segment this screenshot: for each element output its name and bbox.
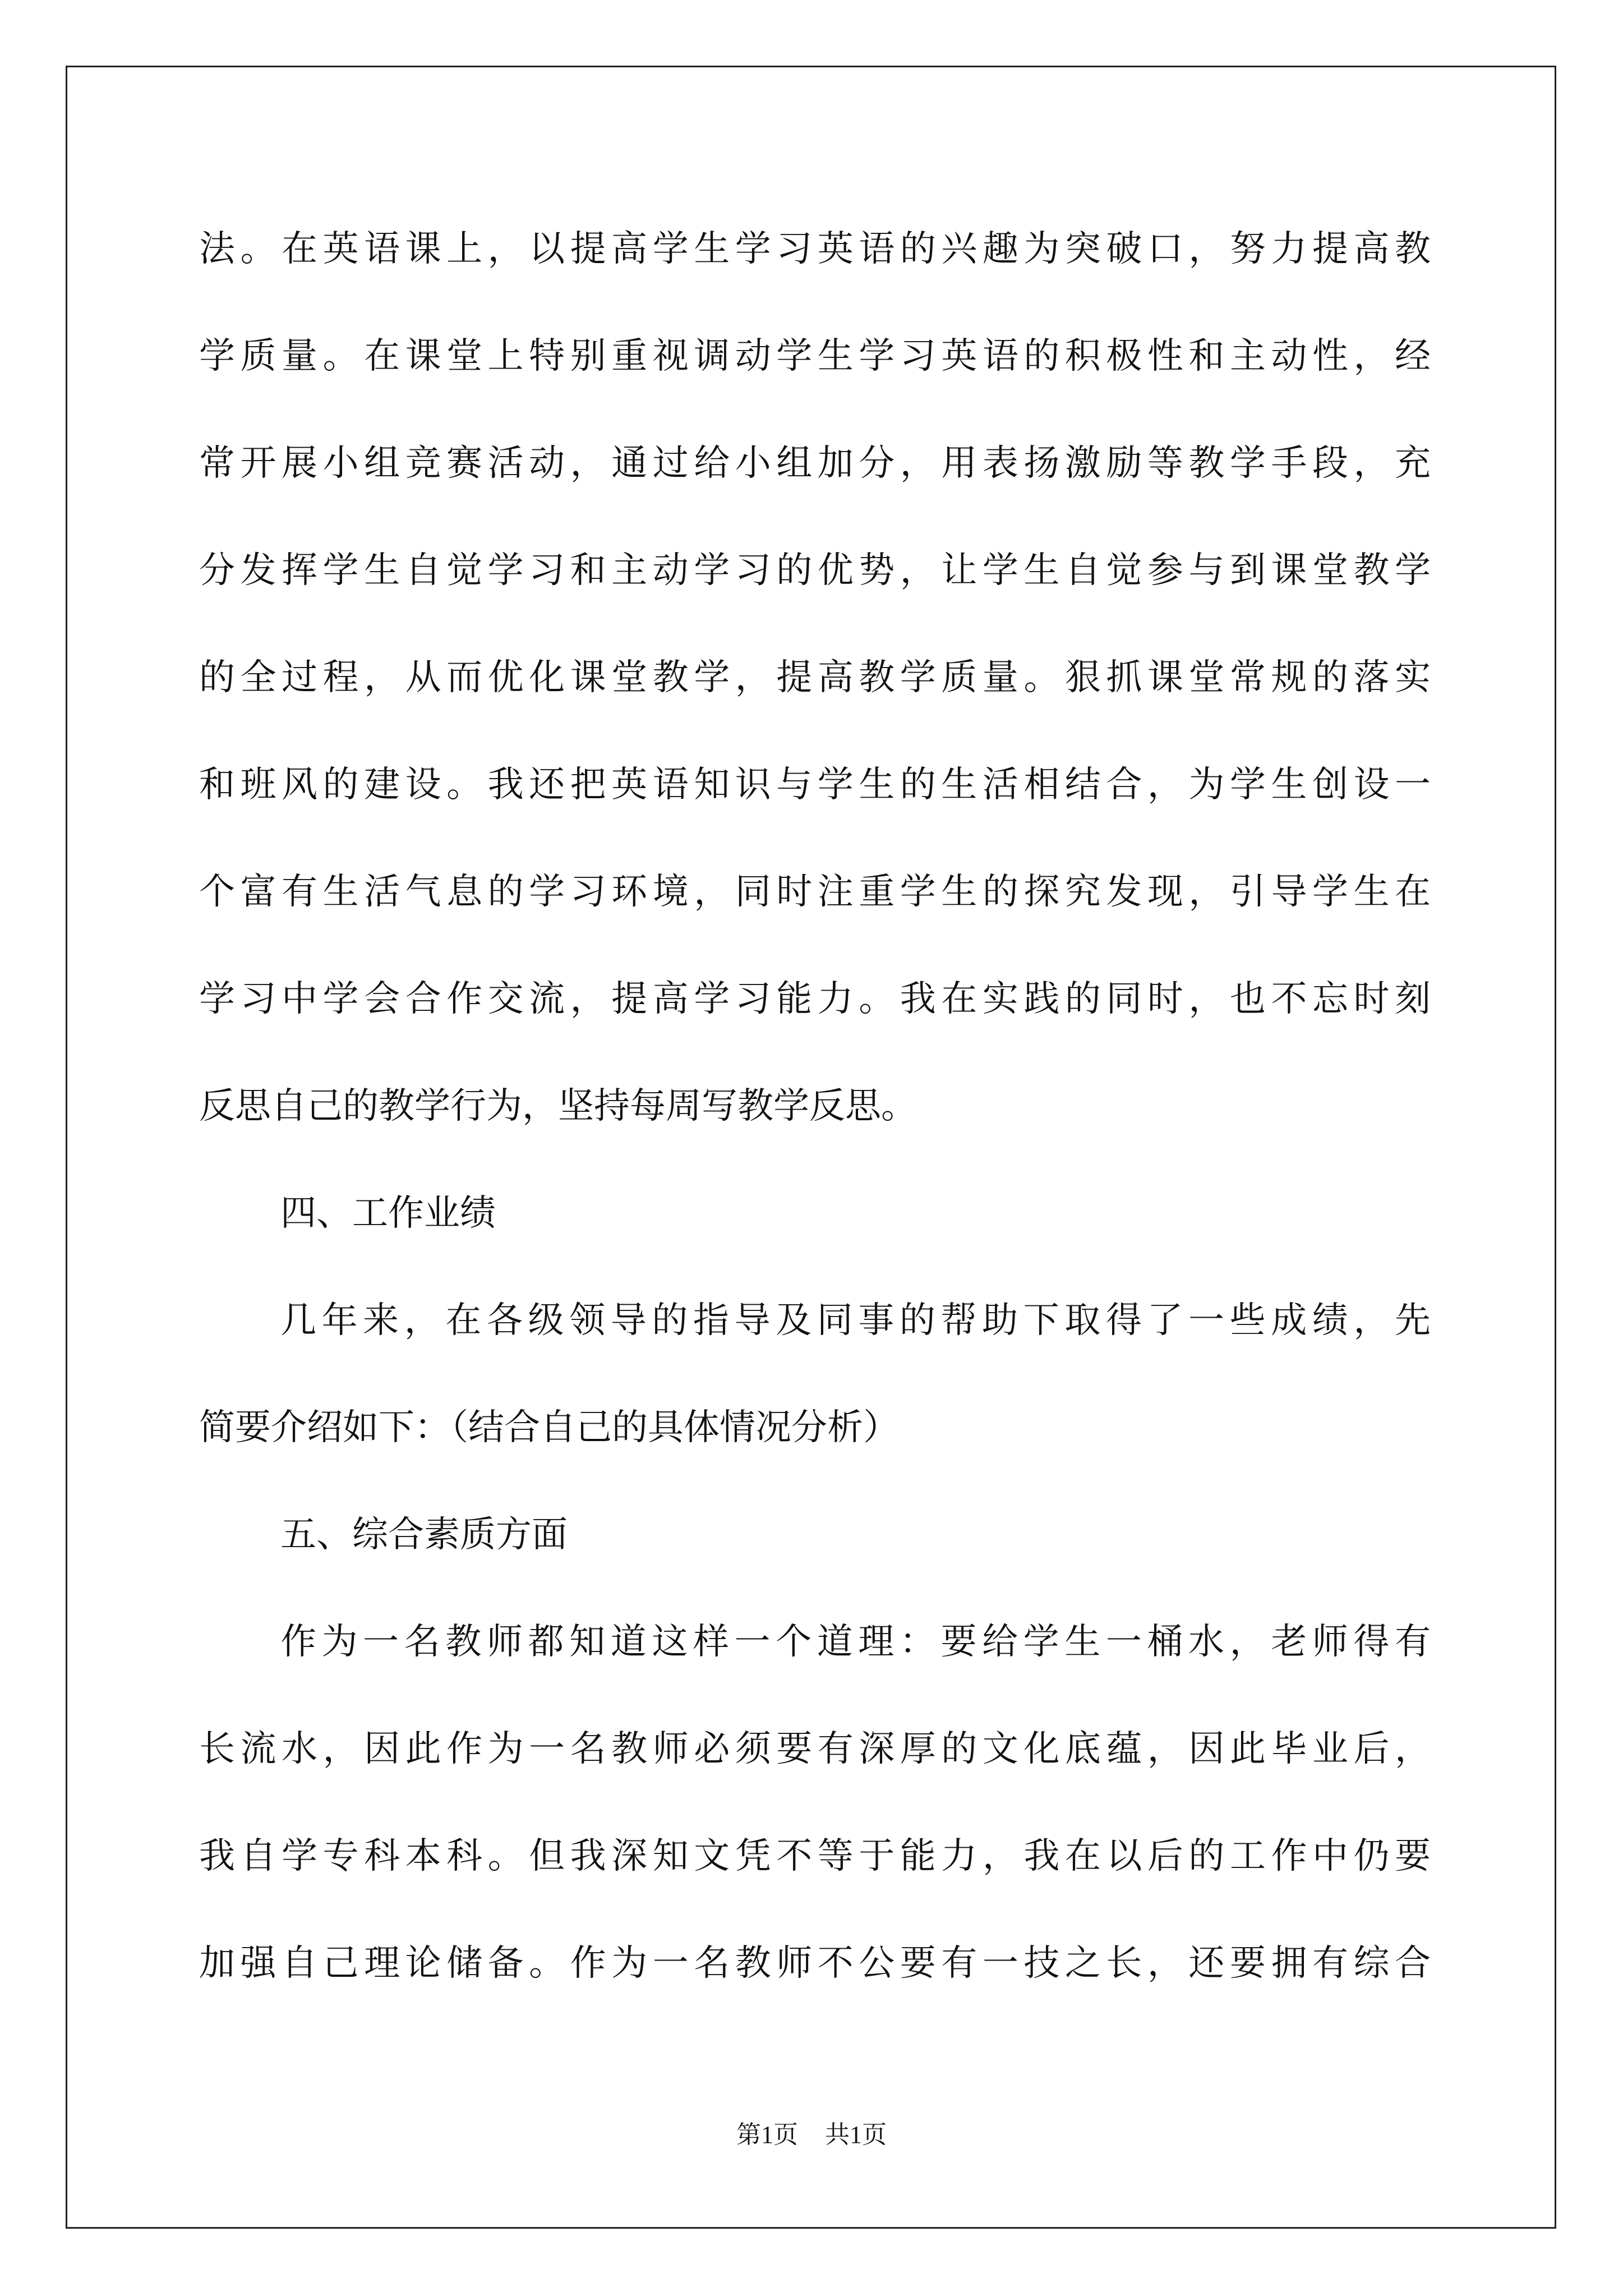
section-heading-4: 四、工作业绩: [280, 1193, 496, 1234]
section-heading-5: 五、综合素质方面: [280, 1514, 568, 1556]
paragraph-line: 分发挥学生自觉学习和主动学习的优势，让学生自觉参与到课堂教学: [199, 550, 1431, 591]
paragraph-line: 长流水，因此作为一名教师必须要有深厚的文化底蕴，因此毕业后，: [199, 1728, 1431, 1770]
paragraph-line: 法。在英语课上，以提高学生学习英语的兴趣为突破口，努力提高教: [199, 228, 1431, 270]
page-number: 第1页: [736, 2121, 798, 2148]
paragraph-line: 反思自己的教学行为，坚持每周写教学反思。: [199, 1085, 917, 1127]
paragraph-line: 几年来，在各级领导的指导及同事的帮助下取得了一些成绩，先: [280, 1300, 1431, 1341]
paragraph-line: 我自学专科本科。但我深知文凭不等于能力，我在以后的工作中仍要: [199, 1835, 1431, 1877]
page-total: 共1页: [825, 2121, 887, 2148]
page-footer: [0, 2119, 1623, 2151]
paragraph-line: 学习中学会合作交流，提高学习能力。我在实践的同时，也不忘时刻: [199, 978, 1431, 1020]
paragraph-line: 学质量。在课堂上特别重视调动学生学习英语的积极性和主动性，经: [199, 335, 1431, 377]
paragraph-line: 加强自己理论储备。作为一名教师不公要有一技之长，还要拥有综合: [199, 1943, 1431, 1984]
paragraph-line: 个富有生活气息的学习环境，同时注重学生的探究发现，引导学生在: [199, 871, 1431, 913]
paragraph-line: 简要介绍如下：（结合自己的具体情况分析）: [199, 1407, 899, 1448]
page-frame: [66, 66, 1556, 2229]
paragraph-line: 作为一名教师都知道这样一个道理：要给学生一桶水，老师得有: [280, 1621, 1431, 1663]
paragraph-line: 和班风的建设。我还把英语知识与学生的生活相结合，为学生创设一: [199, 764, 1431, 806]
paragraph-line: 常开展小组竞赛活动，通过给小组加分，用表扬激励等教学手段，充: [199, 443, 1431, 484]
paragraph-line: 的全过程，从而优化课堂教学，提高教学质量。狠抓课堂常规的落实: [199, 657, 1431, 698]
